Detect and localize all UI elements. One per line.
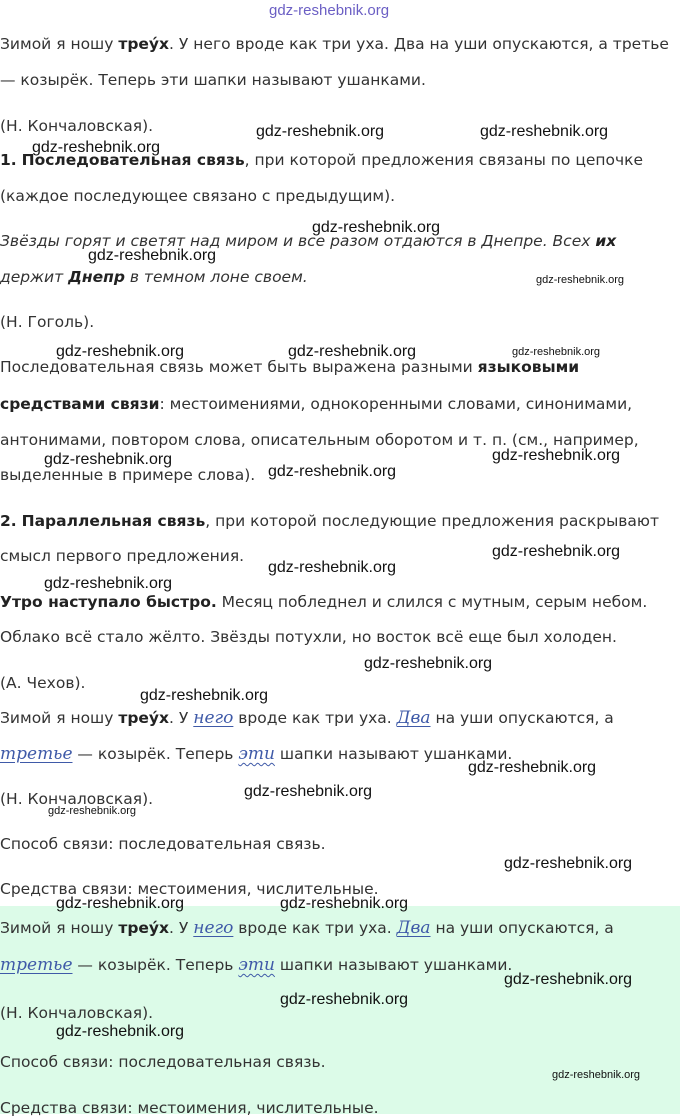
watermark: gdz-reshebnik.org bbox=[288, 343, 417, 360]
watermark: gdz-reshebnik.org bbox=[504, 855, 633, 872]
watermark: gdz-reshebnik.org bbox=[480, 123, 609, 140]
watermark: gdz-reshebnik.org bbox=[44, 575, 173, 592]
section2-heading: 2. Параллельная связь, при которой последующие предложения раскрывают bbox=[0, 512, 660, 530]
section1-para-line4: выделенные в примере слова). bbox=[0, 466, 256, 484]
answer-line1: Зимой я ношу треу́х. У него вроде как три уха. Два на уши опускаются, а bbox=[0, 918, 614, 938]
analysis-line2: третье — козырёк. Теперь эти шапки называют ушанками. bbox=[0, 744, 513, 764]
watermark: gdz-reshebnik.org bbox=[56, 1023, 185, 1040]
watermark: gdz-reshebnik.org bbox=[256, 123, 385, 140]
watermark: gdz-reshebnik.org bbox=[280, 895, 409, 912]
analysis-line1: Зимой я ношу треу́х. У него вроде как три уха. Два на уши опускаются, а bbox=[0, 708, 614, 728]
watermark: gdz-reshebnik.org bbox=[268, 463, 397, 480]
watermark: gdz-reshebnik.org bbox=[492, 543, 621, 560]
answer-author: (Н. Кончаловская). bbox=[0, 1004, 154, 1022]
watermark: gdz-reshebnik.org bbox=[44, 451, 173, 468]
section1-example-author: (Н. Гоголь). bbox=[0, 313, 95, 331]
watermark: gdz-reshebnik.org bbox=[536, 274, 625, 286]
section2-example-line2: Облако всё стало жёлто. Звёзды потухли, но восток всё еще был холоден. bbox=[0, 628, 617, 646]
analysis-author: (Н. Кончаловская). bbox=[0, 790, 154, 808]
watermark: gdz-reshebnik.org bbox=[56, 343, 185, 360]
watermark: gdz-reshebnik.org bbox=[504, 971, 633, 988]
site-watermark-top[interactable]: gdz-reshebnik.org bbox=[269, 2, 390, 19]
answer-method: Способ связи: последовательная связь. bbox=[0, 1053, 326, 1071]
section1-example-line2: держит Днепр в темном лоне своем. bbox=[0, 268, 308, 286]
watermark: gdz-reshebnik.org bbox=[244, 783, 373, 800]
section1-para-line3: антонимами, повтором слова, описательным оборотом и т. п. (см., например, bbox=[0, 431, 639, 449]
section2-example-author: (А. Чехов). bbox=[0, 674, 86, 692]
watermark: gdz-reshebnik.org bbox=[312, 219, 441, 236]
watermark: gdz-reshebnik.org bbox=[552, 1069, 641, 1081]
watermark: gdz-reshebnik.org bbox=[32, 139, 161, 156]
section1-para-line1: Последовательная связь может быть выражена разными языковыми bbox=[0, 358, 580, 376]
section2-example-line1: Утро наступало быстро. Месяц побледнел и слился с мутным, серым небом. bbox=[0, 593, 648, 611]
section1-para-line2: средствами связи: местоимениями, однокоренными словами, синонимами, bbox=[0, 395, 633, 413]
watermark: gdz-reshebnik.org bbox=[364, 655, 493, 672]
watermark: gdz-reshebnik.org bbox=[512, 346, 601, 358]
watermark: gdz-reshebnik.org bbox=[492, 447, 621, 464]
watermark: gdz-reshebnik.org bbox=[88, 247, 217, 264]
watermark: gdz-reshebnik.org bbox=[268, 559, 397, 576]
example1-author: (Н. Кончаловская). bbox=[0, 117, 154, 135]
watermark: gdz-reshebnik.org bbox=[140, 687, 269, 704]
watermark: gdz-reshebnik.org bbox=[468, 759, 597, 776]
analysis-method: Способ связи: последовательная связь. bbox=[0, 835, 326, 853]
watermark: gdz-reshebnik.org bbox=[56, 895, 185, 912]
section2-line2: смысл первого предложения. bbox=[0, 547, 245, 565]
answer-means: Средства связи: местоимения, числительные. bbox=[0, 1099, 379, 1117]
section1-example-line1: Звёзды горят и светят над миром и все разом отдаются в Днепре. Всех их bbox=[0, 232, 617, 250]
analysis-means: Средства связи: местоимения, числительные. bbox=[0, 880, 379, 898]
example1-line2: — козырёк. Теперь эти шапки называют ушанками. bbox=[0, 71, 426, 89]
section1-line2: (каждое последующее связано с предыдущим). bbox=[0, 187, 396, 205]
watermark: gdz-reshebnik.org bbox=[280, 991, 409, 1008]
watermark: gdz-reshebnik.org bbox=[48, 805, 137, 817]
example1-line1: Зимой я ношу треу́х. У него вроде как три уха. Два на уши опускаются, а третье bbox=[0, 35, 669, 53]
section1-heading: 1. Последовательная связь, при которой предложения связаны по цепочке bbox=[0, 151, 644, 169]
answer-line2: третье — козырёк. Теперь эти шапки называют ушанками. bbox=[0, 955, 513, 975]
